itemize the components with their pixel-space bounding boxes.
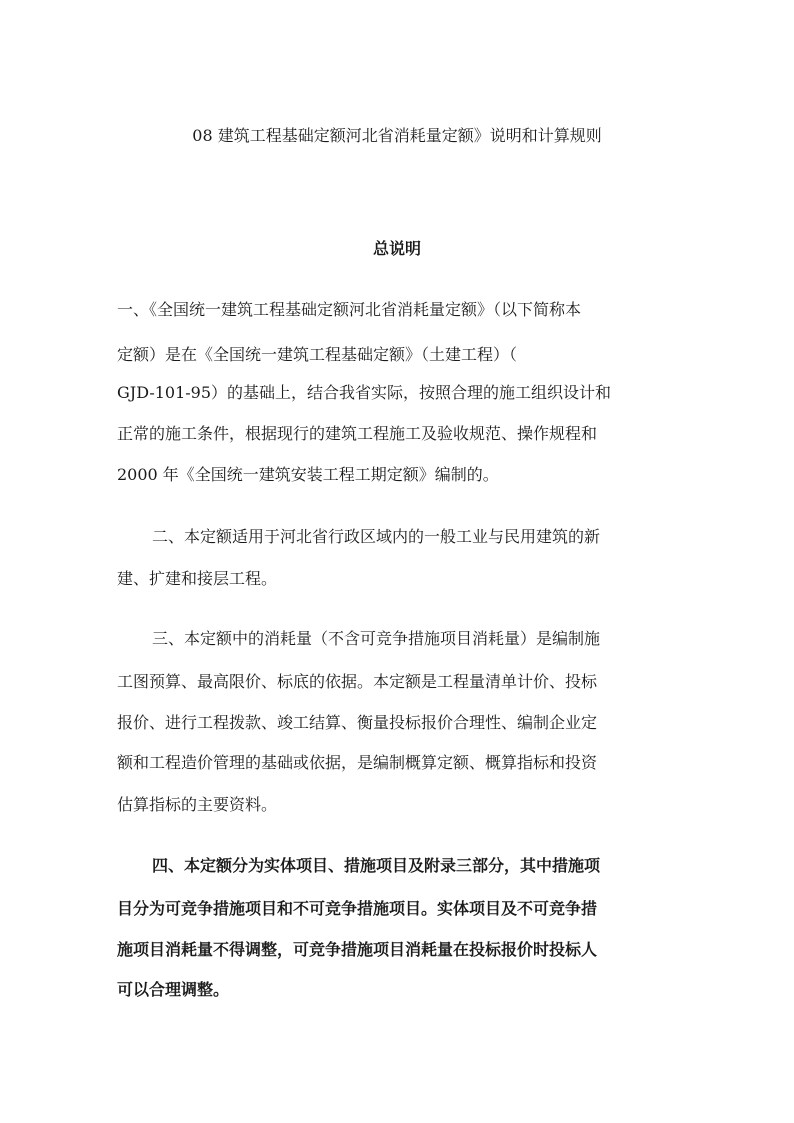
section-heading: 总说明 (372, 239, 421, 258)
paragraph-1-line-1: 一、《全国统一建筑工程基础定额河北省消耗量定额》（以下简称本 (117, 300, 582, 319)
paragraph-4-line-4: 可以合理调整。 (117, 980, 230, 999)
paragraph-2-line-1: 二、本定额适用于河北省行政区域内的一般工业与民用建筑的新 (152, 527, 601, 546)
paragraph-4-line-2: 目分为可竞争措施项目和不可竞争措施项目。实体项目及不可竞争措 (117, 899, 598, 918)
paragraph-3-line-5: 估算指标的主要资料。 (117, 795, 278, 814)
paragraph-1-line-2: 定额）是在《全国统一建筑工程基础定额》（土建工程）（ (117, 345, 518, 364)
paragraph-1-line-5: 2000 年《全国统一建筑安装工程工期定额》编制的。 (117, 465, 499, 484)
paragraph-2-line-2: 建、扩建和接层工程。 (117, 569, 278, 588)
paragraph-4-line-1: 四、本定额分为实体项目、措施项目及附录三部分，其中措施项 (152, 856, 601, 875)
paragraph-3-line-4: 额和工程造价管理的基础或依据，是编制概算定额、概算指标和投资 (117, 753, 598, 772)
paragraph-1-line-3: GJD-101-95）的基础上，结合我省实际，按照合理的施工组织设计和 (117, 383, 612, 402)
document-title: 08 建筑工程基础定额河北省消耗量定额》说明和计算规则 (192, 126, 602, 145)
paragraph-3-line-1: 三、本定额中的消耗量（不含可竞争措施项目消耗量）是编制施 (152, 629, 601, 648)
paragraph-3-line-3: 报价、进行工程拨款、竣工结算、衡量投标报价合理性、编制企业定 (117, 713, 598, 732)
paragraph-1-line-4: 正常的施工条件，根据现行的建筑工程施工及验收规范、操作规程和 (117, 424, 598, 443)
paragraph-4-line-3: 施项目消耗量不得调整，可竞争措施项目消耗量在投标报价时投标人 (117, 940, 598, 959)
paragraph-3-line-2: 工图预算、最高限价、标底的依据。本定额是工程量清单计价、投标 (117, 672, 598, 691)
